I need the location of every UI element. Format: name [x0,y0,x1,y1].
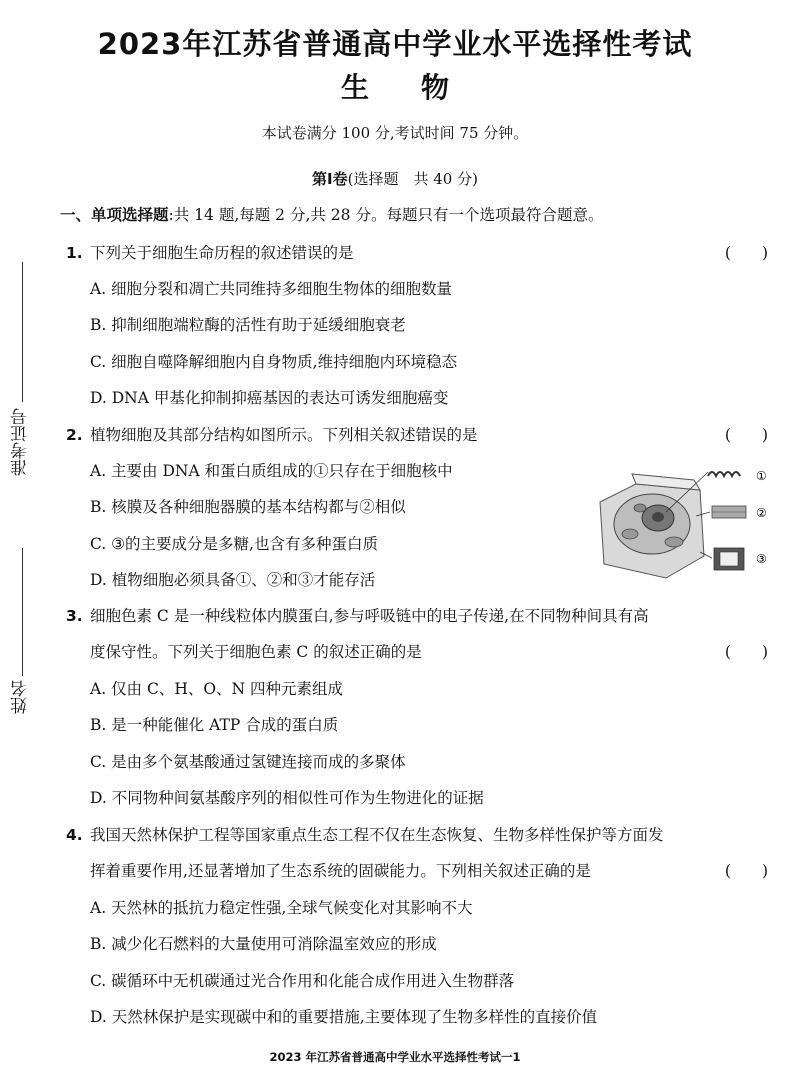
subject-title [0,66,790,106]
figure-label-3: ③ [756,552,767,566]
option-c: C. 细胞自噬降解细胞内自身物质,维持细胞内环境稳态 [90,353,458,371]
page-title: 2023年江苏省普通高中学业水平选择性考试 [97,27,693,61]
option-a: A. 仅由 C、H、O、N 四种元素组成 [90,680,344,698]
option-b: B. 抑制细胞端粒酶的活性有助于延缓细胞衰老 [90,316,406,334]
answer-bracket: ( ) [724,244,768,262]
name-label: 姓名 [11,680,31,714]
question-stem-cont: 挥着重要作用,还显著增加了生态系统的固碳能力。下列相关叙述正确的是 [90,862,591,880]
question-stem: 3. 细胞色素 C 是一种线粒体内膜蛋白,参与呼吸链中的电子传递,在不同物种间具有高 [66,607,649,625]
option-a: A. 天然林的抵抗力稳定性强,全球气候变化对其影响不大 [90,899,473,917]
answer-bracket: ( ) [724,426,768,444]
section-label: 一、单项选择题 [60,206,169,224]
question-stem: 4. 我国天然林保护工程等国家重点生态工程不仅在生态恢复、生物多样性保护等方面发 [66,826,664,844]
option-c: C. 碳循环中无机碳通过光合作用和化能合成作用进入生物群落 [90,972,515,990]
plant-cell-illustration [596,460,772,584]
exam-id-label: 准考证号 [11,408,31,476]
question-number: 2. [66,426,83,444]
exam-id-line [22,262,23,402]
subject-char: 生 [340,71,369,104]
option-a: A. 主要由 DNA 和蛋白质组成的①只存在于细胞核中 [90,462,453,480]
question-number: 3. [66,607,83,625]
section-text: :共 14 题,每题 2 分,共 28 分。每题只有一个选项最符合题意。 [168,206,604,224]
part-label: 第Ⅰ卷 [312,170,348,188]
subject-char: 物 [421,71,450,104]
part-detail: (选择题 共 40 分) [347,170,478,188]
question-number: 4. [66,826,83,844]
page-footer: 2023 年江苏省普通高中学业水平选择性考试一1 [269,1050,521,1064]
answer-bracket: ( ) [724,643,768,661]
answer-bracket: ( ) [724,862,768,880]
option-b: B. 是一种能催化 ATP 合成的蛋白质 [90,716,339,734]
question-number: 1. [66,244,83,262]
question-stem-cont: 度保守性。下列关于细胞色素 C 的叙述正确的是 [90,643,422,661]
name-line [22,548,23,676]
option-d: D. 不同物种间氨基酸序列的相似性可作为生物进化的证据 [90,789,484,807]
section-heading [60,203,603,225]
option-b: B. 减少化石燃料的大量使用可消除温室效应的形成 [90,935,437,953]
option-d: D. 天然林保护是实现碳中和的重要措施,主要体现了生物多样性的直接价值 [90,1008,598,1026]
option-a: A. 细胞分裂和凋亡共同维持多细胞生物体的细胞数量 [90,280,453,298]
part-heading [0,168,790,189]
question-stem: 2. 植物细胞及其部分结构如图所示。下列相关叙述错误的是 [66,426,478,444]
exam-info: 本试卷满分 100 分,考试时间 75 分钟。 [261,124,529,142]
option-d: D. DNA 甲基化抑制抑癌基因的表达可诱发细胞癌变 [90,389,449,407]
option-c: C. ③的主要成分是多糖,也含有多种蛋白质 [90,535,378,553]
figure-label-2: ② [756,506,767,520]
figure-label-1: ① [756,469,767,483]
option-d: D. 植物细胞必须具备①、②和③才能存活 [90,571,376,589]
option-c: C. 是由多个氨基酸通过氢键连接而成的多聚体 [90,753,406,771]
plant-cell-figure [596,460,772,584]
question-stem: 1. 下列关于细胞生命历程的叙述错误的是 [66,244,354,262]
option-b: B. 核膜及各种细胞器膜的基本结构都与②相似 [90,498,406,516]
